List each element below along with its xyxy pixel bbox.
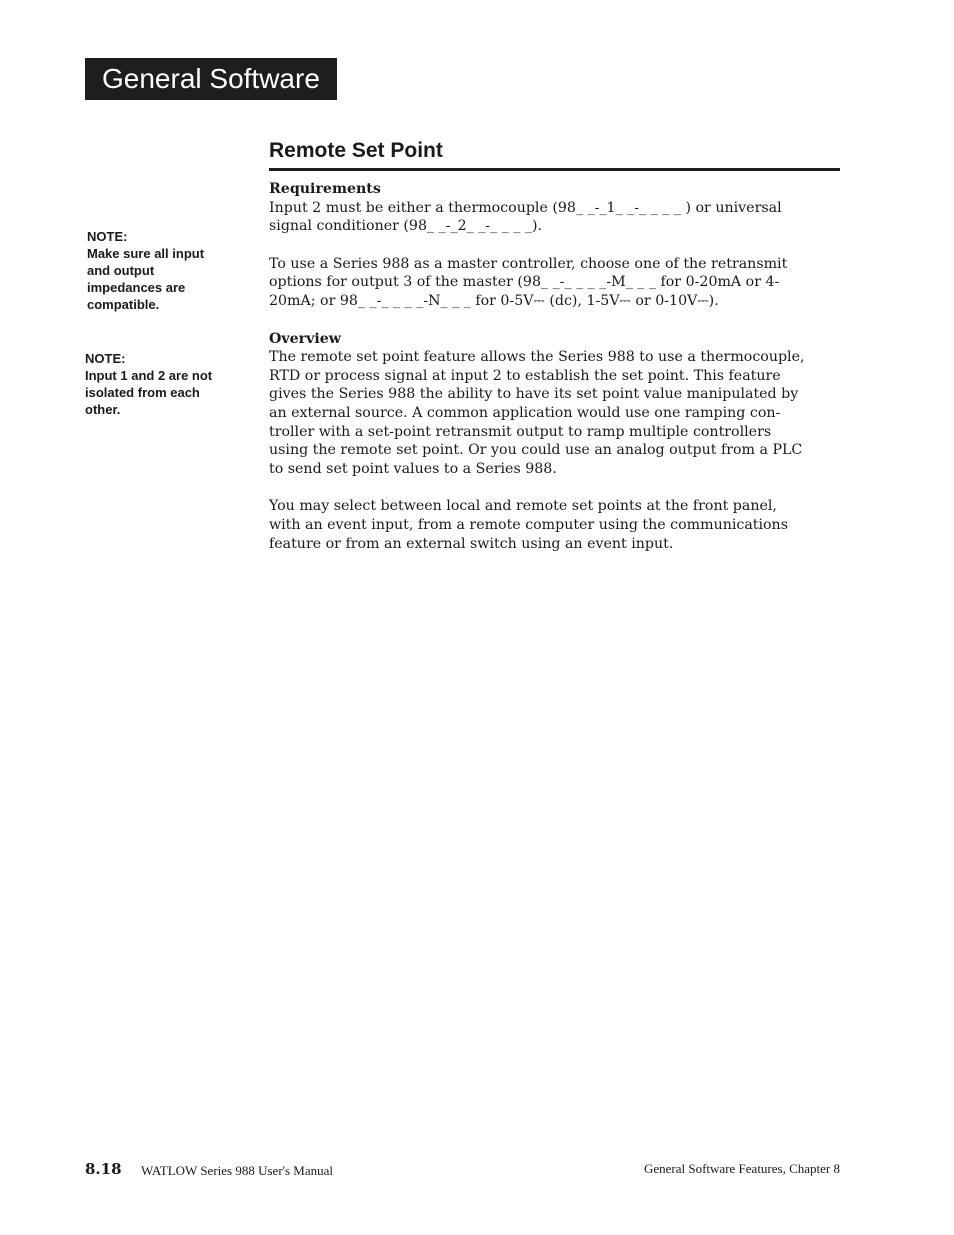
text-line: RTD or process signal at input 2 to establish the set point. This feature — [269, 367, 781, 384]
note-line: isolated from each — [85, 385, 200, 400]
text-line: options for output 3 of the master (98_ _-_ _ _ _-M_ _ _ for 0-20mA or 4- — [269, 274, 780, 291]
overview-heading: Overview — [269, 330, 341, 347]
overview-paragraph-1 — [269, 348, 844, 478]
chapter-banner: General Software — [85, 58, 337, 100]
paragraph-spacer — [269, 311, 844, 330]
note-line: Input 1 and 2 are not — [85, 368, 213, 383]
section-title: Remote Set Point — [269, 139, 443, 162]
footer-chapter-title: General Software Features, Chapter 8 — [643, 1161, 840, 1176]
text-line: feature or from an external switch using an event input. — [269, 535, 674, 552]
note-line: and output — [87, 263, 155, 278]
text-line: an external source. A common application would use one ramping con- — [269, 404, 781, 421]
text-line: using the remote set point. Or you could use an analog output from a PLC — [269, 442, 803, 459]
text-line: signal conditioner (98_ _-_2_ _-_ _ _ _). — [269, 218, 543, 235]
sidebar-note-isolation — [85, 350, 212, 418]
note-label: NOTE: — [85, 351, 126, 366]
requirements-heading: Requirements — [269, 181, 381, 197]
text-line: to send set point values to a Series 988. — [269, 460, 557, 477]
requirements-paragraph-2 — [269, 255, 844, 311]
note-line: other. — [85, 402, 121, 417]
sidebar-note-impedance — [87, 228, 204, 313]
footer-manual-title: WATLOW Series 988 User's Manual — [141, 1163, 334, 1178]
overview-paragraph-2 — [269, 497, 844, 553]
footer-page-number: 8.18 — [85, 1160, 122, 1178]
requirements-paragraph-1 — [269, 199, 844, 236]
text-line: troller with a set-point retransmit output to ramp multiple controllers — [269, 423, 772, 440]
text-line: You may select between local and remote set points at the front panel, — [269, 498, 777, 515]
text-line: with an event input, from a remote computer using the communications — [269, 516, 788, 533]
section-divider — [269, 168, 840, 171]
note-label: NOTE: — [87, 229, 128, 244]
text-line: 20mA; or 98_ _-_ _ _ _-N_ _ _ for 0-5V⎓ (dc), 1-5V⎓ or 0-10V⎓). — [269, 292, 719, 309]
paragraph-spacer — [269, 478, 844, 497]
note-line: Make sure all input — [87, 246, 205, 261]
note-line: impedances are — [87, 280, 186, 295]
paragraph-spacer — [269, 236, 844, 255]
text-line: The remote set point feature allows the Series 988 to use a thermocouple, — [269, 349, 805, 366]
main-text-column — [269, 180, 844, 553]
text-line: gives the Series 988 the ability to have its set point value manipulated by — [269, 386, 799, 403]
note-line: compatible. — [87, 297, 160, 312]
text-line: To use a Series 988 as a master controller, choose one of the retransmit — [269, 255, 788, 272]
text-line: Input 2 must be either a thermocouple (98_ _-_1_ _-_ _ _ _ ) or universal — [269, 199, 782, 216]
